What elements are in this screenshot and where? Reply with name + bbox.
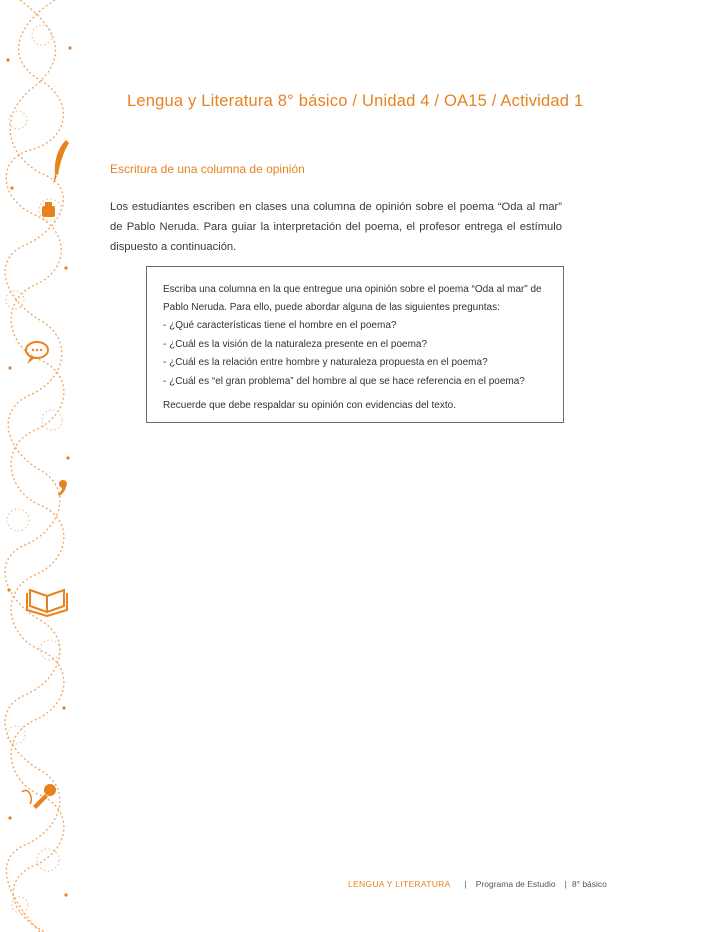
footer-subject: LENGUA Y LITERATURA [348, 879, 451, 889]
question-item: - ¿Qué características tiene el hombre en el poema? [163, 320, 397, 331]
inkpot-icon [42, 202, 55, 217]
speech-bubble-icon [26, 342, 48, 364]
footer-separator: | [564, 879, 567, 889]
question-item: - ¿Cuál es “el gran problema” del hombre al que se hace referencia en el poema? [163, 376, 525, 388]
stimulus-box [146, 266, 564, 423]
microphone-icon [22, 784, 56, 809]
question-item: - ¿Cuál es la relación entre hombre y naturaleza propuesta en el poema? [163, 357, 488, 369]
footer-grade: 8° básico [571, 879, 607, 889]
stimulus-reminder: Recuerde que debe respaldar su opinión con evidencias del texto. [163, 399, 456, 411]
stimulus-instruction: Escriba una columna en la que entregue una opinión sobre el poema “Oda al mar” de Pablo Neruda. Para ello, puede abordar alguna de las siguientes preguntas: [163, 284, 542, 313]
page-title: Lengua y Literatura 8° básico / Unidad 4 / OA15 / Actividad 1 [127, 92, 584, 110]
footer-program: Programa de Estudio [475, 879, 556, 889]
comma-icon [58, 480, 67, 496]
page-footer [348, 879, 607, 889]
open-book-icon [27, 590, 67, 616]
intro-paragraph: Los estudiantes escriben en clases una columna de opinión sobre el poema “Oda al mar” de Pablo Neruda. Para guiar la interpretación del poema, el profesor entrega el estímulo dispuesto a continuación. [110, 201, 562, 253]
footer-separator: | [464, 879, 467, 889]
section-subtitle: Escritura de una columna de opinión [110, 162, 305, 176]
decorative-swirl-border [0, 0, 80, 932]
question-item: - ¿Cuál es la visión de la naturaleza presente en el poema? [163, 338, 428, 350]
quill-icon [53, 140, 69, 184]
